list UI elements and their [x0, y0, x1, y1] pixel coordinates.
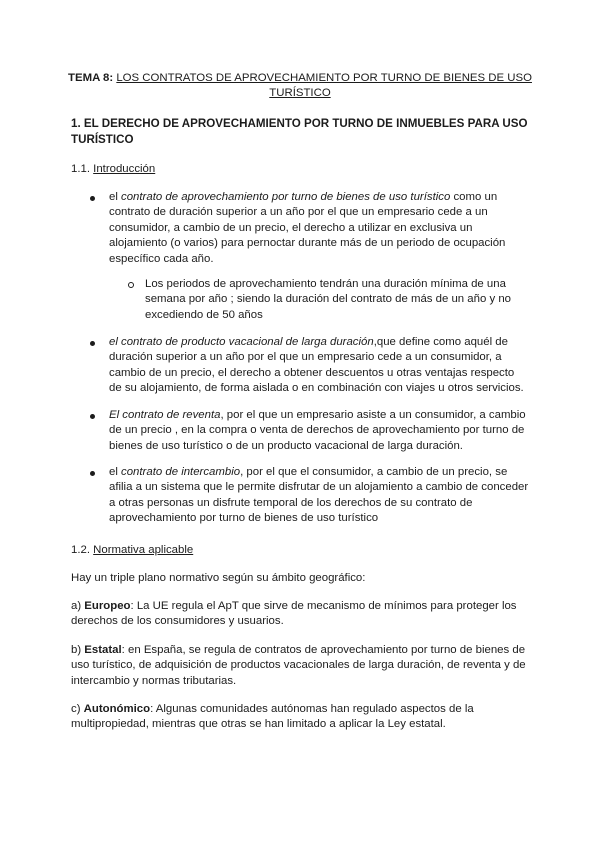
title-main: LOS CONTRATOS DE APROVECHAMIENTO POR TURNO DE BIENES DE USO TURÍSTICO [116, 72, 532, 100]
intro-paragraph: Hay un triple plano normativo según su ámbito geográfico: [71, 572, 366, 584]
bullet-icon [90, 471, 95, 476]
section-heading: 1. EL DERECHO DE APROVECHAMIENTO POR TURNO DE INMUEBLES PARA USO TURÍSTICO [71, 117, 528, 146]
title-prefix: TEMA 8: [68, 72, 114, 84]
sub-list-item: Los periodos de aprovechamiento tendrán una duración mínima de una semana por año ; siendo la duración del contrato de más de un año y no excediendo de 50 años [145, 277, 533, 323]
bullet-icon [90, 414, 95, 419]
paragraph-estatal: b) Estatal: en España, se regula de contratos de aprovechamiento por turno de bienes de uso turístico, de adquisición de productos vacacionales de larga duración, de reventa y de intercambio y normas tributarias. [71, 644, 526, 687]
paragraph-autonomico: c) Autonómico: Algunas comunidades autónomas han regulado aspectos de la multipropiedad, mientras que otras se han limitado a aplicar la Ley estatal. [71, 703, 474, 731]
list-item: el contrato de intercambio, por el que el consumidor, a cambio de un precio, se afilia a un sistema que le permite disfrutar de un alojamiento a cambio de conceder a otras personas un disfrute temporal de los derechos de su contrato de aprovechamiento por turno de bienes de uso turístico [109, 465, 529, 527]
circle-bullet-icon [128, 282, 134, 288]
subsection-number: 1.1. [71, 163, 90, 175]
subsection-title: Normativa aplicable [93, 544, 194, 556]
subsection-title: Introducción [93, 163, 156, 175]
contract-term: contrato de intercambio [121, 466, 241, 478]
paragraph-europeo: a) Europeo: La UE regula el ApT que sirve de mecanismo de mínimos para proteger los derechos de los consumidores y usuarios. [71, 600, 517, 628]
bullet-icon [90, 196, 95, 201]
list-item: El contrato de reventa, por el que un empresario asiste a un consumidor, a cambio de un precio , en la compra o venta de derechos de aprovechamiento por turno de bienes de uso turístico o de un producto vacacional de larga duración. [109, 408, 529, 454]
document-title [60, 71, 540, 102]
contract-term: el contrato de producto vacacional de larga duración [109, 336, 374, 348]
subsection-number: 1.2. [71, 544, 90, 556]
subsection-heading-introduccion [71, 162, 155, 177]
list-item: el contrato de aprovechamiento por turno de bienes de uso turístico como un contrato de duración superior a un año por el que un empresario cede a un consumidor, a cambio de un precio, el derecho a utilizar en exclusiva un alojamiento (o varios) para pernoctar durante más de un periodo de ocupación específico cada año. [109, 190, 529, 267]
subsection-heading-normativa [71, 543, 193, 558]
contract-term: El contrato de reventa [109, 409, 221, 421]
bullet-icon [90, 341, 95, 346]
list-item: el contrato de producto vacacional de larga duración,que define como aquél de duración superior a un año por el que un empresario cede a un consumidor, a cambio de un precio, el derecho a obtener descuentos u otras ventajas respecto de su alojamiento, de forma aislada o en combinación con viajes u otros servicios. [109, 335, 529, 397]
contract-term: contrato de aprovechamiento por turno de bienes de uso turístico [121, 191, 451, 203]
